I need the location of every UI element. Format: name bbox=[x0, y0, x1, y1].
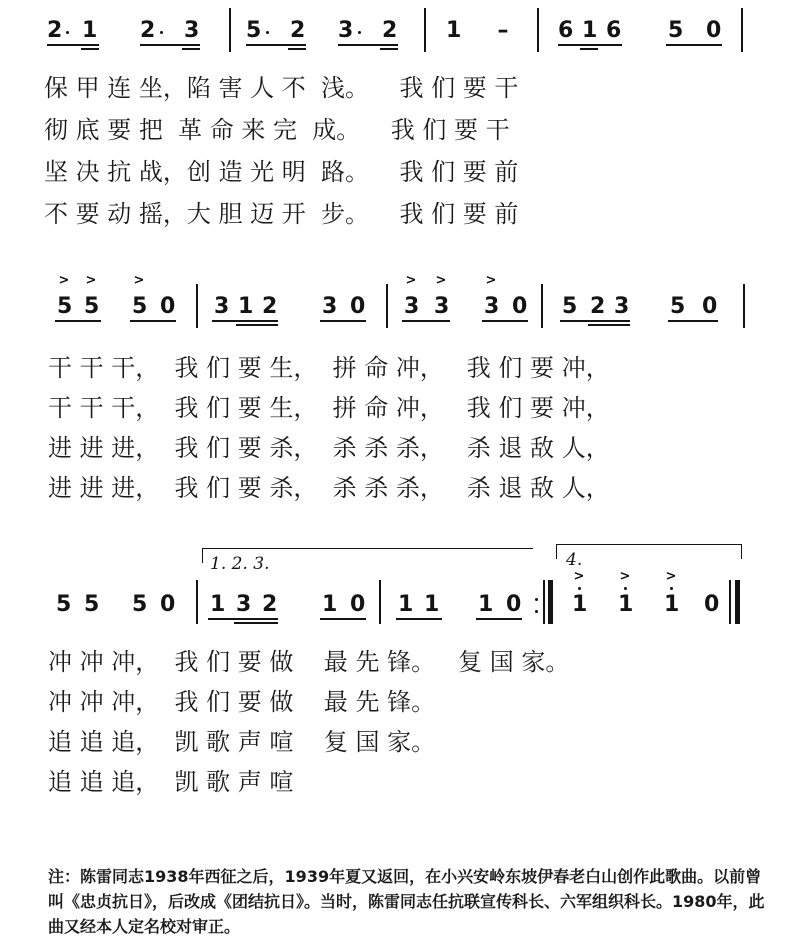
accent-mark: > bbox=[405, 273, 417, 288]
beam bbox=[47, 44, 99, 46]
note: 5 bbox=[670, 294, 686, 319]
repeat-dot bbox=[535, 610, 538, 613]
beam bbox=[130, 320, 176, 322]
note: 2 bbox=[47, 18, 63, 43]
barline bbox=[743, 284, 745, 328]
beam bbox=[666, 44, 722, 46]
dot bbox=[66, 31, 69, 34]
volta-label: 1. 2. 3. bbox=[210, 554, 270, 574]
beam bbox=[338, 44, 398, 46]
note: 1 bbox=[398, 592, 414, 617]
lyric-line: 追 追 追， 凯 歌 声 喧 复 国 家。 bbox=[48, 728, 436, 756]
volta-label: 4. bbox=[566, 550, 583, 570]
note: 5 bbox=[246, 18, 262, 43]
beam bbox=[588, 324, 630, 326]
beam bbox=[140, 44, 200, 46]
note: 2 bbox=[590, 294, 606, 319]
note: 3 bbox=[404, 294, 420, 319]
beam bbox=[482, 320, 528, 322]
note: 3 bbox=[614, 294, 630, 319]
note: 5 bbox=[132, 294, 148, 319]
note: 5 bbox=[668, 18, 684, 43]
beam bbox=[208, 618, 278, 620]
barline bbox=[741, 8, 743, 52]
accent-mark: > bbox=[665, 569, 677, 584]
accent-mark: > bbox=[133, 273, 145, 288]
note: 1 bbox=[582, 18, 598, 43]
beam bbox=[212, 320, 278, 322]
note: 1 bbox=[210, 592, 226, 617]
repeat-dot bbox=[535, 598, 538, 601]
note: 3 bbox=[434, 294, 450, 319]
note: 3 bbox=[214, 294, 230, 319]
beam bbox=[560, 320, 630, 322]
note: 1 bbox=[238, 294, 254, 319]
beam bbox=[320, 618, 366, 620]
lyric-line: 不 要 动 摇，大 胆 迈 开 步。 我 们 要 前 bbox=[44, 200, 519, 228]
beam bbox=[580, 48, 598, 50]
footnote bbox=[48, 864, 768, 939]
note: 0 bbox=[350, 592, 366, 617]
note: 0 bbox=[160, 592, 176, 617]
note: 5 bbox=[562, 294, 578, 319]
barline bbox=[196, 580, 198, 624]
beam bbox=[320, 320, 366, 322]
barline bbox=[229, 8, 231, 52]
beam bbox=[396, 618, 442, 620]
repeat-barline-thin bbox=[543, 580, 545, 624]
note: 2 bbox=[262, 592, 278, 617]
octave-dot bbox=[578, 587, 581, 590]
beam bbox=[234, 622, 278, 624]
note: 5 bbox=[84, 592, 100, 617]
beam bbox=[81, 48, 99, 50]
beam bbox=[668, 320, 718, 322]
note: 3 bbox=[338, 18, 354, 43]
note: 6 bbox=[558, 18, 574, 43]
barline bbox=[537, 8, 539, 52]
lyric-line: 保 甲 连 坐，陷 害 人 不 浅。 我 们 要 干 bbox=[44, 74, 519, 102]
note: 2 bbox=[290, 18, 306, 43]
barline bbox=[196, 284, 198, 328]
beam bbox=[380, 48, 398, 50]
lyric-line: 追 追 追， 凯 歌 声 喧 bbox=[48, 768, 294, 796]
beam bbox=[182, 48, 200, 50]
note: 3 bbox=[236, 592, 252, 617]
accent-mark: > bbox=[573, 569, 585, 584]
accent-mark: > bbox=[619, 569, 631, 584]
beam bbox=[236, 324, 278, 326]
note: 5 bbox=[57, 294, 73, 319]
barline bbox=[386, 284, 388, 328]
lyric-line: 冲 冲 冲， 我 们 要 做 最 先 锋。 复 国 家。 bbox=[48, 648, 570, 676]
note: 2 bbox=[382, 18, 398, 43]
barline bbox=[379, 580, 381, 624]
lyric-line: 干 干 干， 我 们 要 生， 拼 命 冲， 我 们 要 冲， bbox=[48, 394, 610, 422]
note: 3 bbox=[484, 294, 500, 319]
note: 3 bbox=[322, 294, 338, 319]
lyric-line: 干 干 干， 我 们 要 生， 拼 命 冲， 我 们 要 冲， bbox=[48, 354, 610, 382]
repeat-barline-thick bbox=[548, 580, 553, 624]
note: 1 bbox=[478, 592, 494, 617]
beam bbox=[558, 44, 622, 46]
note: 1 bbox=[618, 592, 634, 617]
note: 0 bbox=[512, 294, 528, 319]
note: 0 bbox=[506, 592, 522, 617]
beam bbox=[288, 48, 306, 50]
note: 0 bbox=[706, 18, 722, 43]
note: 0 bbox=[704, 592, 720, 617]
beam bbox=[476, 618, 522, 620]
beam bbox=[55, 320, 101, 322]
accent-mark: > bbox=[485, 273, 497, 288]
note: 2 bbox=[262, 294, 278, 319]
note: 3 bbox=[184, 18, 200, 43]
beam bbox=[402, 320, 450, 322]
note: – bbox=[497, 18, 509, 43]
octave-dot bbox=[624, 587, 627, 590]
accent-mark: > bbox=[85, 273, 97, 288]
second-ending-bracket bbox=[556, 544, 742, 559]
dot bbox=[160, 31, 163, 34]
note: 0 bbox=[160, 294, 176, 319]
note: 6 bbox=[606, 18, 622, 43]
final-barline-thick bbox=[735, 580, 740, 624]
lyric-line: 进 进 进， 我 们 要 杀， 杀 杀 杀， 杀 退 敌 人， bbox=[48, 434, 610, 462]
barline bbox=[424, 8, 426, 52]
lyric-line: 彻 底 要 把 革 命 来 完 成。 我 们 要 干 bbox=[44, 116, 510, 144]
note: 2 bbox=[140, 18, 156, 43]
note: 1 bbox=[664, 592, 680, 617]
lyric-line: 冲 冲 冲， 我 们 要 做 最 先 锋。 bbox=[48, 688, 436, 716]
note: 5 bbox=[132, 592, 148, 617]
note: 1 bbox=[82, 18, 98, 43]
note: 0 bbox=[350, 294, 366, 319]
note: 1 bbox=[446, 18, 462, 43]
octave-dot bbox=[670, 587, 673, 590]
barline bbox=[541, 284, 543, 328]
dot bbox=[266, 31, 269, 34]
note: 0 bbox=[702, 294, 718, 319]
lyric-line: 进 进 进， 我 们 要 杀， 杀 杀 杀， 杀 退 敌 人， bbox=[48, 474, 610, 502]
note: 5 bbox=[56, 592, 72, 617]
final-barline-thin bbox=[729, 580, 731, 624]
dot bbox=[358, 31, 361, 34]
note: 1 bbox=[424, 592, 440, 617]
accent-mark: > bbox=[58, 273, 70, 288]
note: 1 bbox=[572, 592, 588, 617]
note: 1 bbox=[322, 592, 338, 617]
beam bbox=[246, 44, 306, 46]
footnote-text: 陈雷同志1938年西征之后，1939年夏又返回，在小兴安岭东坡伊春老白山创作此歌曲。以前曾叫《忠贞抗日》，后改成《团结抗日》。当时，陈雷同志任抗联宣传科长、六军组织科长。1980年，此曲又经本人定名校对审正。 bbox=[48, 867, 765, 936]
lyric-line: 坚 决 抗 战，创 造 光 明 路。 我 们 要 前 bbox=[44, 158, 519, 186]
footnote-label: 注： bbox=[48, 867, 81, 886]
note: 5 bbox=[84, 294, 100, 319]
accent-mark: > bbox=[435, 273, 447, 288]
